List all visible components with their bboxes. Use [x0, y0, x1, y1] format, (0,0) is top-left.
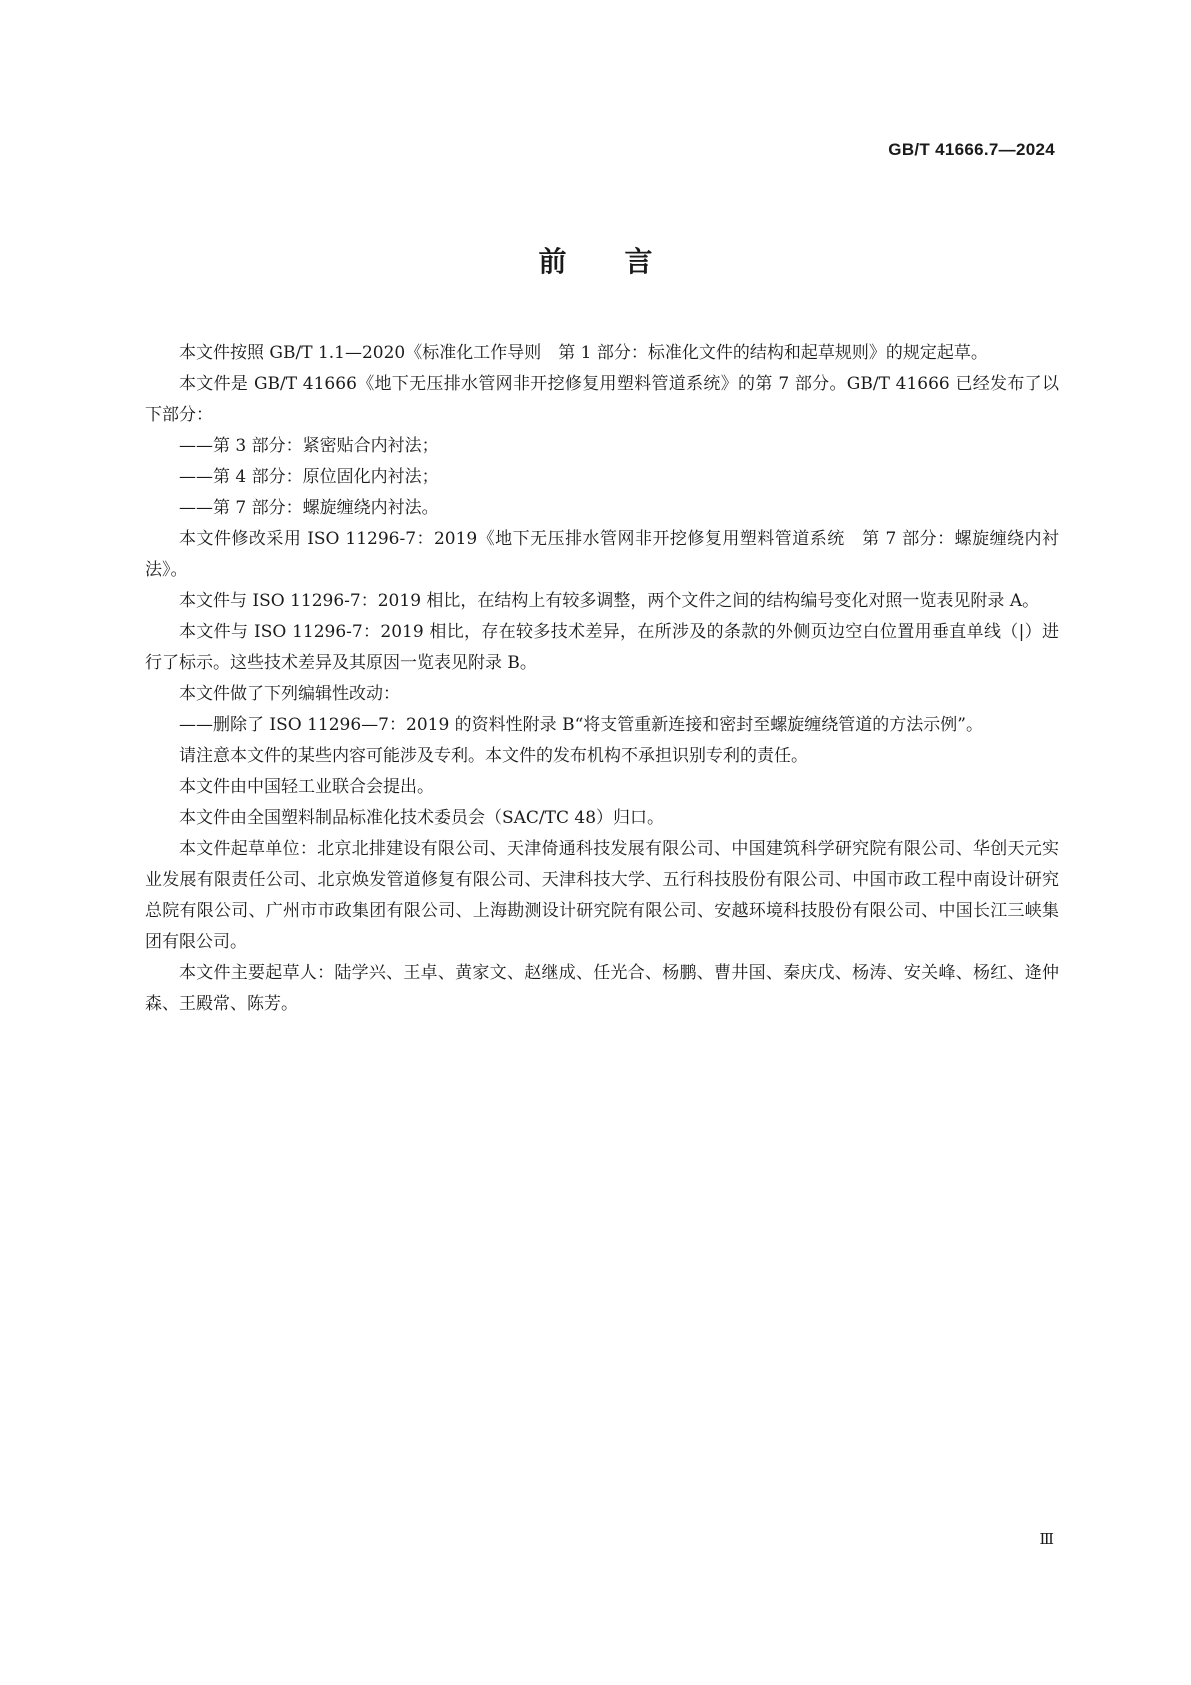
paragraph-drafting-organizations: 本文件起草单位：北京北排建设有限公司、天津倚通科技发展有限公司、中国建筑科学研究院有限公司、华创天元实业发展有限责任公司、北京焕发管道修复有限公司、天津科技大学、五行科技股份有限公司、中国市政工程中南设计研究总院有限公司、广州市市政集团有限公司、上海勘测设计研究院有限公司、安越环境科技股份有限公司、中国长江三峡集团有限公司。 [145, 839, 1059, 952]
paragraph-patent-notice: 请注意本文件的某些内容可能涉及专利。本文件的发布机构不承担识别专利的责任。 [179, 746, 808, 766]
paragraph-administered-by: 本文件由全国塑料制品标准化技术委员会（SAC/TC 48）归口。 [179, 808, 665, 828]
page-number: Ⅲ [1039, 1530, 1054, 1548]
paragraph-drafting-rules: 本文件按照 GB/T 1.1—2020《标准化工作导则 第 1 部分：标准化文件的结构和起草规则》的规定起草。 [179, 343, 988, 363]
paragraph-editorial-changes: 本文件做了下列编辑性改动： [179, 684, 400, 704]
paragraph-proposed-by: 本文件由中国轻工业联合会提出。 [179, 777, 434, 797]
foreword-body [145, 338, 1059, 1020]
paragraph-structure-changes: 本文件与 ISO 11296-7：2019 相比，在结构上有较多调整，两个文件之间的结构编号变化对照一览表见附录 A。 [179, 591, 1040, 611]
paragraph-iso-adoption: 本文件修改采用 ISO 11296-7：2019《地下无压排水管网非开挖修复用塑料管道系统 第 7 部分：螺旋缠绕内衬法》。 [145, 529, 1059, 580]
list-item-part-4: ——第 4 部分：原位固化内衬法； [179, 467, 439, 487]
list-item-part-3: ——第 3 部分：紧密贴合内衬法； [179, 436, 439, 456]
list-item-deleted-annex: ——删除了 ISO 11296—7：2019 的资料性附录 B“将支管重新连接和密封至螺旋缠绕管道的方法示例”。 [179, 715, 983, 735]
standard-code-header: GB/T 41666.7—2024 [888, 140, 1055, 159]
list-item-part-7: ——第 7 部分：螺旋缠绕内衬法。 [179, 498, 439, 518]
paragraph-technical-differences: 本文件与 ISO 11296-7：2019 相比，存在较多技术差异，在所涉及的条款的外侧页边空白位置用垂直单线（|）进行了标示。这些技术差异及其原因一览表见附录 B。 [145, 622, 1059, 673]
paragraph-series-part: 本文件是 GB/T 41666《地下无压排水管网非开挖修复用塑料管道系统》的第 7 部分。GB/T 41666 已经发布了以下部分： [145, 374, 1059, 425]
page-title: 前言 [538, 245, 711, 278]
paragraph-principal-drafters: 本文件主要起草人：陆学兴、王卓、黄家文、赵继成、任光合、杨鹏、曹井国、秦庆戊、杨涛、安关峰、杨红、逄仲森、王殿常、陈芳。 [145, 963, 1059, 1014]
